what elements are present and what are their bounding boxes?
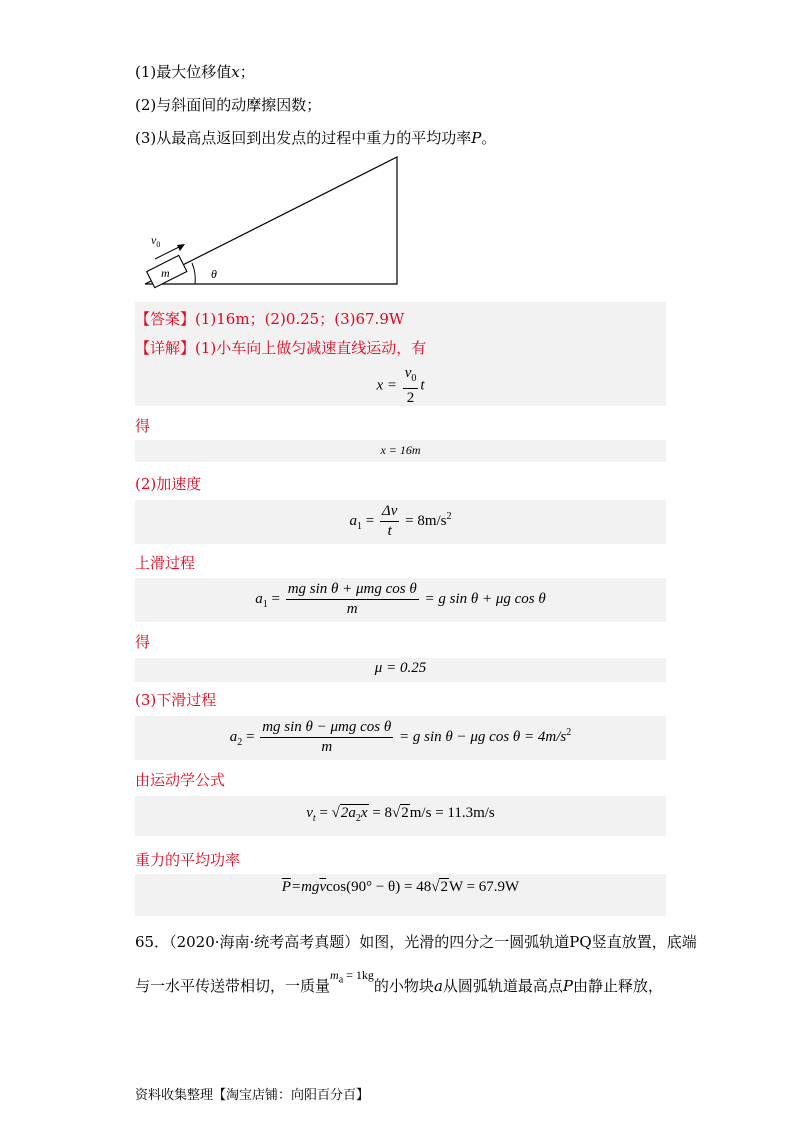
step-acceleration: (2)加速度 [135, 475, 202, 493]
detail-text: (1)小车向上做匀减速直线运动，有 [195, 339, 427, 357]
question-3-var: P [471, 129, 482, 147]
eq6-rhs: = g sin θ − μg cos θ = 4m/s [395, 728, 567, 745]
equation-4-box [135, 578, 666, 622]
footer-source: 资料收集整理【淘宝店铺：向阳百分百】 [135, 1088, 370, 1103]
p65-mass-rhs: = 1kg [343, 968, 374, 982]
eq3-num: Δv [380, 502, 399, 522]
eq4-fraction [286, 580, 419, 619]
p65-text-d: 由静止释放， [573, 977, 664, 995]
equation-6 [135, 718, 666, 757]
eq4-rhs: = g sin θ + μg cos θ [420, 590, 546, 607]
step-de-2: 得 [135, 633, 151, 651]
eq8-vbar: $\overline{v}$ [319, 879, 327, 895]
eq6-den: m [321, 739, 333, 755]
angle-arc [192, 263, 195, 284]
step-kinematics: 由运动学公式 [135, 771, 226, 789]
eq8-rhs: W = 67.9W [448, 879, 520, 895]
p65-mass-expr [330, 968, 374, 986]
question-2: (2)与斜面间的动摩擦因数； [135, 96, 322, 114]
eq4-den: m [346, 601, 358, 617]
step-de-1: 得 [135, 417, 151, 435]
equation-4 [135, 580, 666, 619]
equation-3 [135, 502, 666, 541]
answer-text: (1)16m；(2)0.25；(3)67.9W [195, 310, 405, 328]
equation-7-box [135, 796, 666, 836]
eq8-sqrt: √2 [431, 879, 448, 895]
answer-line [135, 308, 404, 329]
answer-tag: 【答案】 [135, 310, 196, 328]
eq8-mid2: cos(90° − θ) = 48 [326, 879, 432, 895]
eq3-fraction [380, 502, 399, 541]
problem-65-line-1: 65．（2020·海南·统考高考真题）如图，光滑的四分之一圆弧轨道PQ竖直放置，底端 [135, 933, 697, 951]
eq7-root: 2a [340, 805, 356, 821]
step-power: 重力的平均功率 [135, 851, 241, 869]
p65-mass-m: m [330, 968, 339, 982]
question-1-var: x [231, 63, 240, 81]
eq6-sub: 2 [237, 736, 243, 748]
equation-7 [135, 805, 666, 824]
eq8-mid1: =mg [290, 879, 320, 895]
question-1-end: ； [239, 63, 255, 81]
eq1-num-sub: 0 [411, 373, 417, 384]
eq6-fraction [260, 718, 393, 757]
question-1 [135, 62, 255, 82]
eq7-root-x: x [360, 805, 368, 821]
question-3-end: 。 [481, 129, 497, 147]
p65-mass-sub: a [338, 974, 344, 986]
equation-3-box [135, 500, 666, 544]
eq1-fraction [403, 364, 419, 408]
eq7-rhs: m/s = 11.3m/s [409, 805, 495, 821]
equation-1 [135, 364, 666, 408]
eq7-sqrt2: √2 [392, 805, 409, 821]
eq3-den: t [387, 523, 392, 539]
velocity-label: $v_0$ [151, 233, 161, 249]
eq5-text: μ = 0.25 [374, 660, 427, 676]
eq4-sub: 1 [262, 598, 268, 610]
eq4-eq: = [267, 590, 284, 607]
eq3-sub: 1 [356, 520, 362, 532]
eq1-den: 2 [406, 390, 415, 406]
eq7-eq: = [315, 805, 332, 821]
eq4-lhs: a [255, 590, 263, 607]
eq7-root2: 2 [401, 805, 409, 821]
eq8-root: 2 [440, 879, 448, 895]
detail-line [135, 337, 426, 358]
eq3-sup: 2 [446, 510, 452, 522]
eq6-sup: 2 [566, 726, 572, 738]
eq3-eq: = [361, 512, 378, 529]
eq7-lhs: v [306, 805, 313, 821]
equation-2-box [135, 440, 666, 462]
eq1-lhs: x = [376, 377, 397, 394]
equation-8-box [135, 874, 666, 916]
eq1-t: t [420, 377, 425, 394]
question-1-text: (1)最大位移值 [135, 63, 232, 81]
eq6-num: mg sin θ − μmg cos θ [260, 718, 393, 738]
step-upward: 上滑过程 [135, 554, 196, 572]
p65-text-b: 的小物块 [373, 977, 434, 995]
mass-label: m [161, 266, 170, 280]
eq3-rhs: = 8m/s [401, 512, 447, 529]
eq6-eq: = [242, 728, 259, 745]
equation-5-box [135, 658, 666, 682]
eq7-root-sub: 2 [355, 813, 361, 824]
eq3-lhs: a [349, 512, 357, 529]
question-3-text: (3)从最高点返回到出发点的过程中重力的平均功率 [135, 129, 472, 147]
eq7-sqrt: $√2a_2x$ [331, 805, 368, 824]
eq8-lhs: $\overline{P}$ [281, 879, 291, 895]
eq7-sub: t [312, 813, 316, 824]
eq4-num: mg sin θ + μmg cos θ [286, 580, 419, 600]
detail-tag: 【详解】 [135, 339, 196, 357]
incline-figure [135, 152, 410, 292]
angle-label: θ [211, 267, 217, 281]
answer-box [135, 302, 666, 406]
step-downward: (3)下滑过程 [135, 691, 217, 709]
problem-65-line-2 [135, 968, 664, 997]
eq2-text: x = 16m [380, 443, 421, 457]
equation-6-box [135, 716, 666, 760]
p65-var-a: a [433, 977, 443, 995]
p65-text-a: 与一水平传送带相切，一质量 [135, 977, 331, 995]
p65-text-c: 从圆弧轨道最高点 [442, 977, 563, 995]
equation-5 [135, 660, 666, 677]
eq7-mid: = 8 [368, 805, 393, 821]
question-3 [135, 128, 496, 148]
eq6-lhs: a [229, 728, 238, 745]
p65-var-p: P [562, 977, 573, 995]
equation-8 [135, 879, 666, 896]
eq1-num-v: v [404, 365, 412, 381]
equation-2 [135, 443, 666, 458]
